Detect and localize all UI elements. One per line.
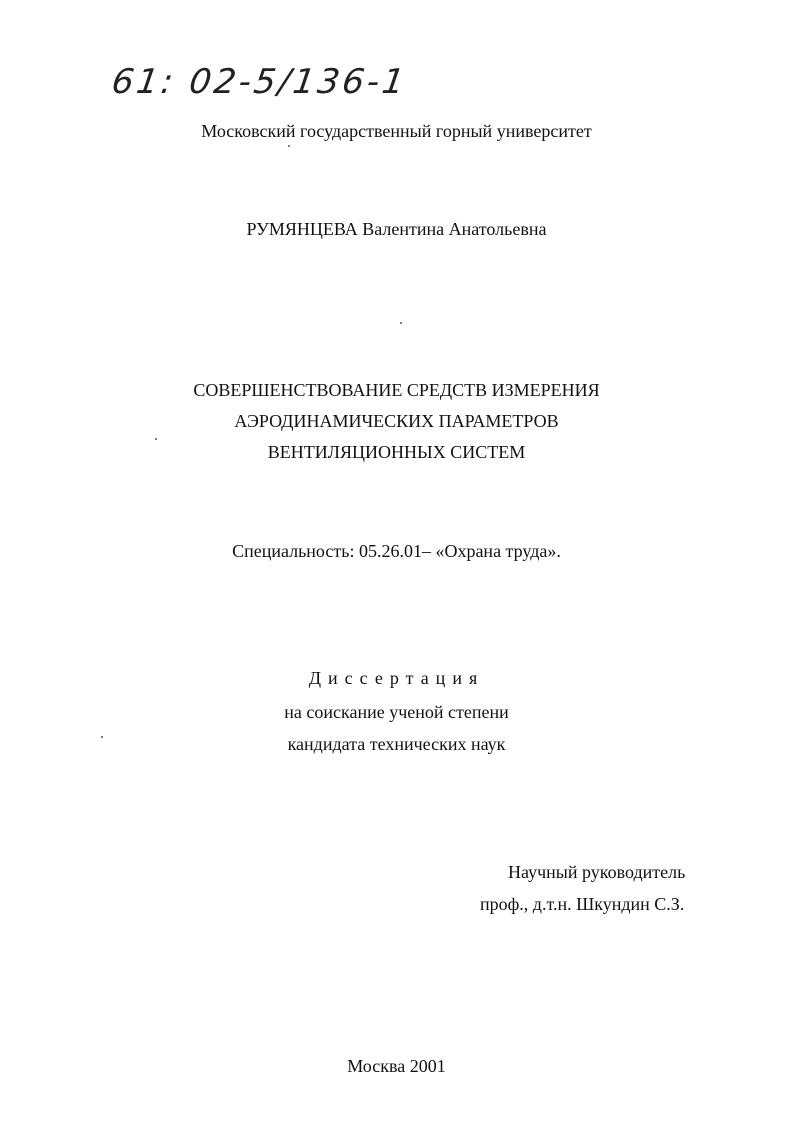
degree-line-1: на соискание ученой степени	[284, 702, 509, 722]
degree-line-2: кандидата технических наук	[287, 734, 506, 754]
scan-speck	[400, 322, 402, 324]
city-year: Москва 2001	[347, 1056, 446, 1076]
thesis-title-line-2: АЭРОДИНАМИЧЕСКИХ ПАРАМЕТРОВ	[234, 411, 559, 431]
dissertation-heading: Диссертация	[308, 668, 485, 688]
thesis-title-line-1: СОВЕРШЕНСТВОВАНИЕ СРЕДСТВ ИЗМЕРЕНИЯ	[193, 380, 600, 400]
supervisor-name: проф., д.т.н. Шкундин С.З.	[480, 894, 685, 914]
scan-speck	[288, 145, 290, 147]
archive-number-handwritten: 61: 02-5/136-1	[109, 62, 410, 102]
university-name: Московский государственный горный университет	[201, 121, 592, 141]
author-name: РУМЯНЦЕВА Валентина Анатольевна	[246, 219, 547, 239]
thesis-title-line-3: ВЕНТИЛЯЦИОННЫХ СИСТЕМ	[267, 442, 526, 462]
scan-speck	[155, 438, 157, 440]
scan-speck	[101, 736, 103, 738]
supervisor-label: Научный руководитель	[508, 862, 686, 882]
specialty: Специальность: 05.26.01– «Охрана труда».	[232, 541, 561, 561]
